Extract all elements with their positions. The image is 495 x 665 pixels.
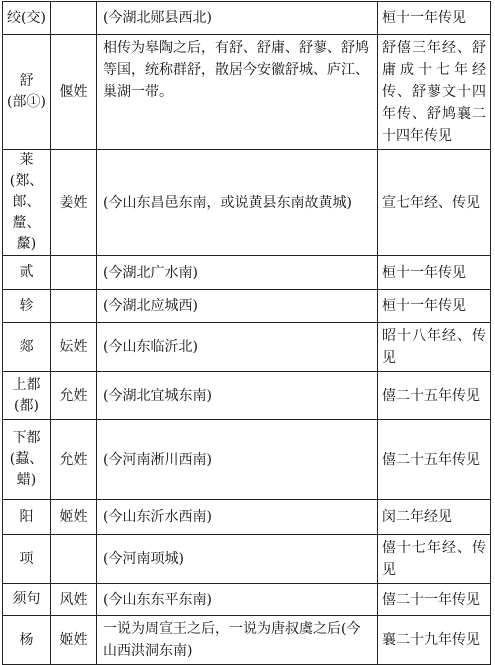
note-cell: (今湖北宜城东南) <box>97 372 378 420</box>
note-cell: (今河南淅川西南) <box>97 420 378 500</box>
table-row <box>3 323 491 372</box>
surname-cell <box>51 2 97 35</box>
note-cell: (今山东沂水西南) <box>97 500 378 535</box>
table-row <box>3 372 491 420</box>
source-cell: 桓十一年传见 <box>378 2 491 35</box>
state-cell: 上都 (都) <box>3 372 51 420</box>
note-cell: (今山东东平东南) <box>97 584 378 616</box>
source-cell: 桓十一年传见 <box>378 290 491 323</box>
surname-cell: 姜姓 <box>51 150 97 256</box>
state-cell: 贰 <box>3 256 51 290</box>
source-cell: 宣七年经、传见 <box>378 150 491 256</box>
source-cell: 舒僖三年经、舒庸成十七年经传、舒蓼文十四年传、舒鸠襄二十四年传见 <box>378 35 491 150</box>
source-cell: 昭十八年经、传见 <box>378 323 491 372</box>
state-cell: 阳 <box>3 500 51 535</box>
table-row <box>3 616 491 665</box>
surname-cell: 允姓 <box>51 372 97 420</box>
surname-cell: 妘姓 <box>51 323 97 372</box>
table-row <box>3 535 491 584</box>
source-cell: 桓十一年传见 <box>378 256 491 290</box>
state-cell: 舒 (部①) <box>3 35 51 150</box>
state-cell: 绞(交) <box>3 2 51 35</box>
state-cell: 须句 <box>3 584 51 616</box>
state-cell: 郯 <box>3 323 51 372</box>
state-cell: 下都 (蠚、 蜡) <box>3 420 51 500</box>
surname-cell: 偃姓 <box>51 35 97 150</box>
table-row <box>3 500 491 535</box>
note-cell: (今河南项城) <box>97 535 378 584</box>
table-row <box>3 420 491 500</box>
source-cell: 僖十七年经、传见 <box>378 535 491 584</box>
table-row <box>3 2 491 35</box>
table-row <box>3 256 491 290</box>
state-cell: 杨 <box>3 616 51 665</box>
source-cell: 襄二十九年传见 <box>378 616 491 665</box>
surname-cell <box>51 290 97 323</box>
surname-cell: 风姓 <box>51 584 97 616</box>
states-table <box>2 1 491 665</box>
table-row <box>3 35 491 150</box>
table-row <box>3 584 491 616</box>
state-cell: 项 <box>3 535 51 584</box>
table-row <box>3 290 491 323</box>
note-cell: (今山东临沂北) <box>97 323 378 372</box>
source-cell: 僖二十五年传见 <box>378 372 491 420</box>
source-cell: 闵二年经见 <box>378 500 491 535</box>
state-cell: 莱 (鄈、 郎、釐、 斄) <box>3 150 51 256</box>
source-cell: 僖二十一年传见 <box>378 584 491 616</box>
source-cell: 僖二十五年传见 <box>378 420 491 500</box>
note-cell: 一说为周宣王之后，一说为唐叔虞之后(今山西洪洞东南) <box>97 616 378 665</box>
surname-cell: 姬姓 <box>51 500 97 535</box>
note-cell: 相传为皋陶之后，有舒、舒庸、舒蓼、舒鸠等国，统称群舒，散居今安徽舒城、庐江、巢湖一带。 <box>97 35 378 150</box>
note-cell: (今湖北广水南) <box>97 256 378 290</box>
table-row <box>3 150 491 256</box>
surname-cell: 允姓 <box>51 420 97 500</box>
surname-cell <box>51 256 97 290</box>
note-cell: (今山东昌邑东南，或说黄县东南故黄城) <box>97 150 378 256</box>
surname-cell <box>51 535 97 584</box>
note-cell: (今湖北应城西) <box>97 290 378 323</box>
state-cell: 轸 <box>3 290 51 323</box>
note-cell: (今湖北郧县西北) <box>97 2 378 35</box>
surname-cell: 姬姓 <box>51 616 97 665</box>
